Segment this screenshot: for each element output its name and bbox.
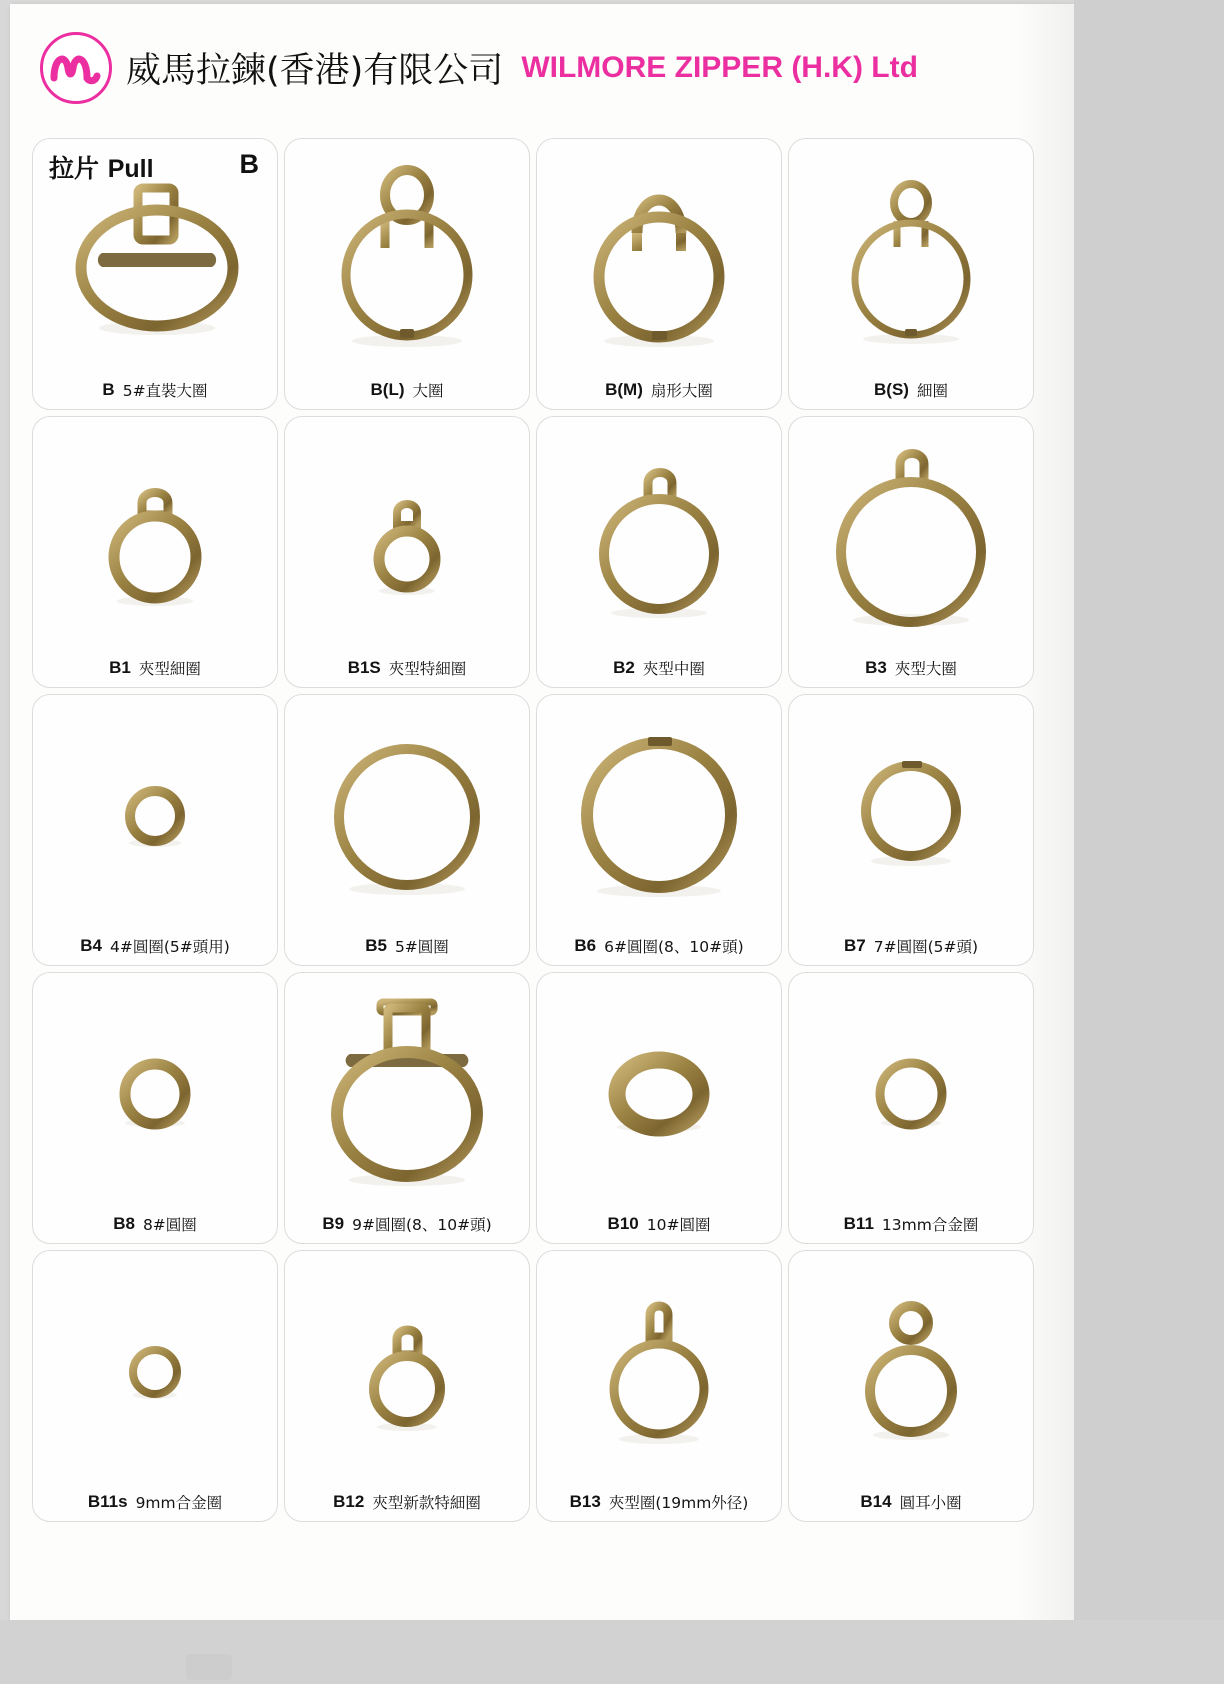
scan-right-margin: [1074, 0, 1224, 1684]
product-caption: B4 4#圓圈(5#頭用): [80, 936, 230, 956]
product-caption: B11 13mm合金圈: [843, 1214, 979, 1234]
product-cell[interactable]: [536, 1250, 782, 1522]
product-caption: B1 夾型細圈: [109, 658, 201, 678]
product-image-ring-loop-large: [285, 139, 529, 371]
product-caption: B 5#直裝大圈: [102, 380, 208, 400]
product-caption: B10 10#圓圈: [607, 1214, 711, 1234]
product-image-plain-ring-split-large: [537, 695, 781, 927]
company-name-en: WILMORE ZIPPER (H.K) Ltd: [521, 51, 918, 84]
product-cell[interactable]: [536, 694, 782, 966]
product-caption: B12 夾型新款特細圈: [333, 1492, 481, 1512]
product-cell[interactable]: [536, 972, 782, 1244]
scan-bottom-margin: [0, 1620, 1224, 1684]
product-cell[interactable]: [536, 416, 782, 688]
product-cell[interactable]: [32, 972, 278, 1244]
product-cell[interactable]: [284, 416, 530, 688]
product-cell[interactable]: [536, 138, 782, 410]
product-caption: B8 8#圓圈: [113, 1214, 197, 1234]
product-caption: B6 6#圓圈(8、10#頭): [574, 936, 744, 956]
product-cell[interactable]: [32, 1250, 278, 1522]
product-image-plain-ring-alloy-13: [789, 973, 1033, 1205]
product-image-ring-loop-thin: [789, 139, 1033, 371]
product-image-ring-square-tab-large: [285, 973, 529, 1205]
product-caption: B5 5#圓圈: [365, 936, 449, 956]
product-image-ring-clip-medium: [537, 417, 781, 649]
section-letter: B: [239, 149, 259, 179]
product-caption: B(M) 扇形大圈: [605, 380, 713, 400]
product-image-ring-clip-extra-thin: [285, 417, 529, 649]
product-cell[interactable]: [788, 694, 1034, 966]
product-image-ring-round-ear-small: [789, 1251, 1033, 1483]
product-image-ring-clip-19mm: [537, 1251, 781, 1483]
product-cell[interactable]: [788, 138, 1034, 410]
product-image-ring-clip-new-thin: [285, 1251, 529, 1483]
product-caption: B11s 9mm合金圈: [87, 1492, 223, 1512]
product-cell[interactable]: [788, 416, 1034, 688]
product-image-plain-ring-split-small: [789, 695, 1033, 927]
company-logo: [40, 32, 112, 104]
product-cell[interactable]: [284, 694, 530, 966]
product-image-ring-fan-large: [537, 139, 781, 371]
product-cell[interactable]: [788, 972, 1034, 1244]
product-image-ring-clip-thin: [33, 417, 277, 649]
product-caption: B1S 夾型特細圈: [347, 658, 467, 678]
wilmore-m-logo-icon: [49, 48, 103, 88]
product-cell[interactable]: [32, 416, 278, 688]
product-caption: B(L) 大圈: [370, 380, 444, 400]
product-grid: [30, 136, 1040, 1526]
section-title: 拉片 Pull: [49, 154, 154, 183]
product-caption: B13 夾型圈(19mm外径): [569, 1492, 749, 1512]
product-image-plain-ring-alloy-9: [33, 1251, 277, 1483]
product-cell[interactable]: [284, 972, 530, 1244]
product-caption: B9 9#圓圈(8、10#頭): [322, 1214, 492, 1234]
company-name-cn: 威馬拉鍊(香港)有限公司: [126, 51, 504, 91]
product-caption: B14 圓耳小圈: [860, 1492, 962, 1512]
product-image-plain-ring-xsmall: [33, 695, 277, 927]
scan-artifact: [186, 1654, 232, 1680]
product-image-plain-ring-large: [285, 695, 529, 927]
product-image-plain-ring-thick-small: [537, 973, 781, 1205]
product-cell[interactable]: [32, 138, 278, 410]
product-cell[interactable]: [284, 1250, 530, 1522]
product-caption: B(S) 細圈: [874, 380, 948, 400]
product-cell[interactable]: [32, 694, 278, 966]
product-image-plain-ring-small: [33, 973, 277, 1205]
product-caption: B2 夾型中圈: [613, 658, 705, 678]
product-caption: B7 7#圓圈(5#頭): [843, 936, 979, 956]
page-header: [40, 26, 918, 110]
product-cell[interactable]: [284, 138, 530, 410]
product-image-ring-clip-large: [789, 417, 1033, 649]
product-cell[interactable]: [788, 1250, 1034, 1522]
product-caption: B3 夾型大圈: [865, 658, 957, 678]
